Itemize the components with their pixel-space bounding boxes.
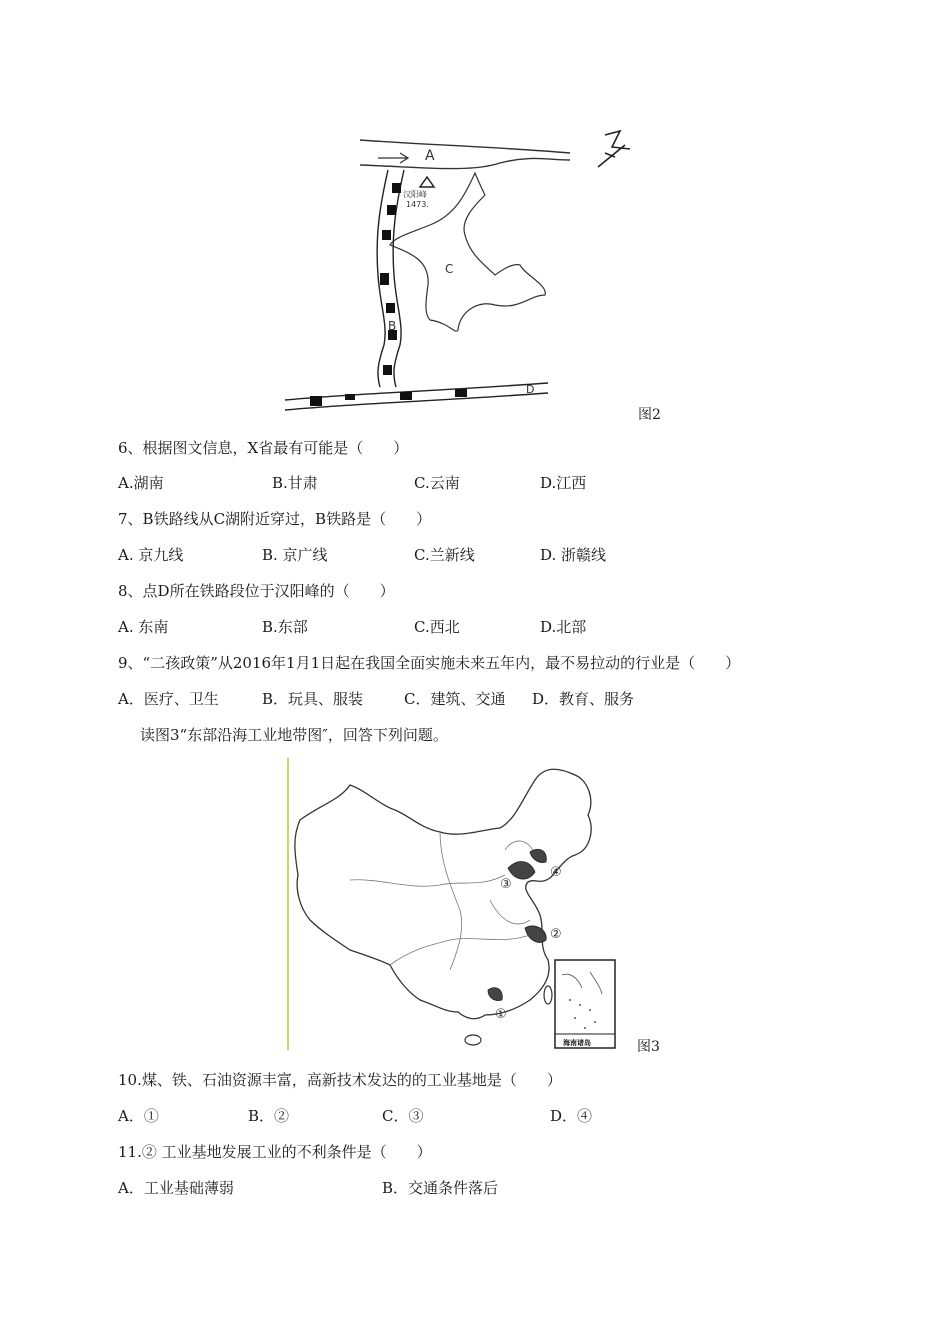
question-9-option-d: D．教育、服务 bbox=[532, 690, 635, 708]
question-8-option-b: B.东部 bbox=[262, 618, 308, 636]
figure2-label-d: D bbox=[526, 383, 535, 396]
question-6-option-a: A.湖南 bbox=[118, 474, 164, 492]
figure2-label-b: B bbox=[388, 319, 397, 333]
figure3-left-border bbox=[287, 758, 289, 1050]
question-10-option-a: A．① bbox=[118, 1107, 159, 1125]
question-10-option-c: C．③ bbox=[382, 1107, 424, 1125]
figure3-caption: 图3 bbox=[637, 1039, 660, 1055]
question-11-option-b: B．交通条件落后 bbox=[382, 1179, 499, 1197]
question-7-stem: 7、B铁路线从C湖附近穿过，B铁路是（ ） bbox=[118, 510, 432, 528]
figure2-caption: 图2 bbox=[638, 407, 661, 423]
question-10-stem: 10.煤、铁、石油资源丰富，高新技术发达的的工业基地是（ ） bbox=[118, 1071, 562, 1089]
figure3-china-map bbox=[290, 760, 635, 1052]
figure2-label-a: A bbox=[425, 148, 435, 164]
question-9-stem: 9、“二孩政策”从2016年1月1日起在我国全面实施未来五年内，最不易拉动的行业是（ ） bbox=[118, 654, 741, 672]
question-6-stem: 6、根据图文信息，X省最有可能是（ ） bbox=[118, 439, 409, 457]
figure3-marker-1: ① bbox=[495, 1007, 507, 1022]
question-7-option-c: C.兰新线 bbox=[414, 546, 475, 564]
question-6-option-c: C.云南 bbox=[414, 474, 460, 492]
question-9-option-b: B．玩具、服装 bbox=[262, 690, 364, 708]
figure2-sketch-map bbox=[280, 125, 640, 415]
figure3-marker-2: ② bbox=[550, 927, 562, 942]
question-8-option-d: D.北部 bbox=[540, 618, 587, 636]
figure2-peak-elevation: 1473. bbox=[406, 200, 429, 209]
question-11-stem: 11.② 工业基地发展工业的不利条件是（ ） bbox=[118, 1143, 432, 1161]
figure2-peak-name: 汉阳峰 bbox=[403, 190, 427, 199]
figure3-marker-4: ④ bbox=[550, 865, 562, 880]
question-7-option-b: B. 京广线 bbox=[262, 546, 328, 564]
question-7-option-a: A. 京九线 bbox=[118, 546, 184, 564]
question-8-option-a: A. 东南 bbox=[118, 618, 169, 636]
question-6-option-b: B.甘肃 bbox=[272, 474, 318, 492]
question-10-option-b: B．② bbox=[248, 1107, 290, 1125]
figure3-marker-3: ③ bbox=[500, 877, 512, 892]
question-9-option-a: A．医疗、卫生 bbox=[118, 690, 219, 708]
question-9-option-c: C．建筑、交通 bbox=[404, 690, 506, 708]
figure3-inset-label: 海南诸岛 bbox=[563, 1039, 591, 1047]
figure3-intro: 读图3“东部沿海工业地带图″，回答下列问题。 bbox=[140, 726, 448, 744]
question-10-option-d: D．④ bbox=[550, 1107, 593, 1125]
question-8-stem: 8、点D所在铁路段位于汉阳峰的（ ） bbox=[118, 582, 395, 600]
figure2-label-c: C bbox=[445, 262, 454, 276]
question-8-option-c: C.西北 bbox=[414, 618, 460, 636]
question-7-option-d: D. 浙赣线 bbox=[540, 546, 607, 564]
question-11-option-a: A．工业基础薄弱 bbox=[118, 1179, 234, 1197]
question-6-option-d: D.江西 bbox=[540, 474, 587, 492]
